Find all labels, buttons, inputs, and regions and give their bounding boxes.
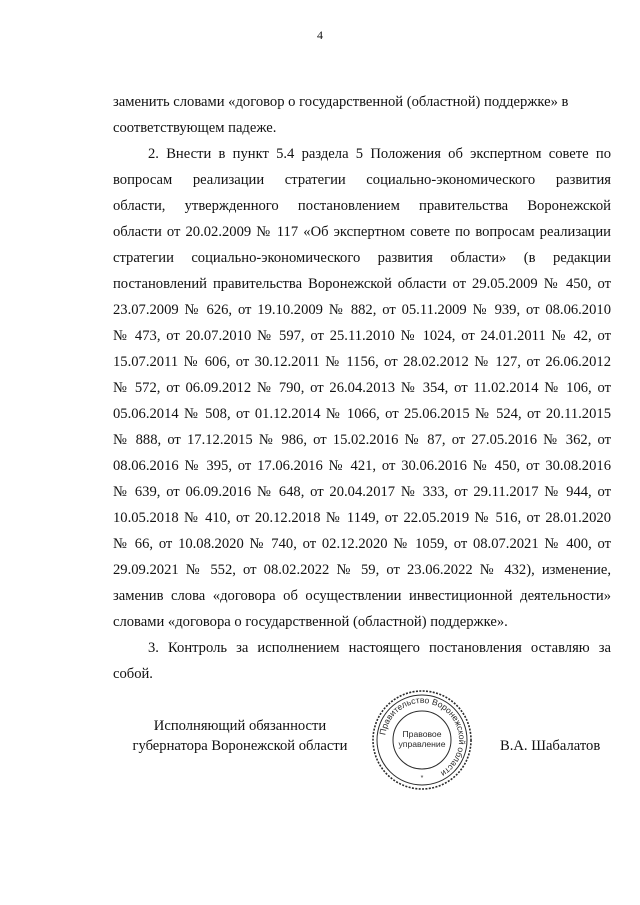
text-line: соответствующем падеже. <box>113 120 277 136</box>
svg-text:*: * <box>420 775 424 782</box>
text-line: 08.06.2016 № 395, от 17.06.2016 № 421, от 30.06.2016 № 450, от 30.08.2016 <box>113 458 611 474</box>
text-line: № 572, от 06.09.2012 № 790, от 26.04.2013 № 354, от 11.02.2014 № 106, от <box>113 380 611 396</box>
text-line: № 888, от 17.12.2015 № 986, от 15.02.2016 № 87, от 27.05.2016 № 362, от <box>113 432 611 448</box>
paragraph-2-line: 2. Внести в пункт 5.4 раздела 5 Положения об экспертном совете по <box>148 146 611 162</box>
text-line: 05.06.2014 № 508, от 01.12.2014 № 1066, от 25.06.2015 № 524, от 20.11.2015 <box>113 406 611 422</box>
svg-text:Правовое: Правовое <box>402 729 442 739</box>
text-line: стратегии социально-экономического развития области» (в редакции <box>113 250 611 266</box>
text-line: 15.07.2011 № 606, от 30.12.2011 № 1156, от 28.02.2012 № 127, от 26.06.2012 <box>113 354 611 370</box>
text-line: № 473, от 20.07.2010 № 597, от 25.11.2010 № 1024, от 24.01.2011 № 42, от <box>113 328 611 344</box>
signatory-title-line-2: губернатора Воронежской области <box>132 738 348 754</box>
text-line: № 66, от 10.08.2020 № 740, от 02.12.2020 № 1059, от 08.07.2021 № 400, от <box>113 536 611 552</box>
text-line: 10.05.2018 № 410, от 20.12.2018 № 1149, от 22.05.2019 № 516, от 28.01.2020 <box>113 510 611 526</box>
signatory-title-line-1: Исполняющий обязанности <box>153 718 327 734</box>
text-line: постановлений правительства Воронежской области от 29.05.2009 № 450, от <box>113 276 611 292</box>
text-line: заменить словами «договор о государственной (областной) поддержке» в <box>113 94 569 110</box>
svg-text:Правительство Воронежской обла: Правительство Воронежской области <box>377 694 468 779</box>
text-line: собой. <box>113 666 153 682</box>
text-line: № 639, от 06.09.2016 № 648, от 20.04.2017 № 333, от 29.11.2017 № 944, от <box>113 484 611 500</box>
signature-block <box>0 694 640 836</box>
text-line: заменив слова «договора об осуществлении инвестиционной деятельности» <box>113 588 611 604</box>
svg-text:управление: управление <box>398 739 446 749</box>
text-line: вопросам реализации стратегии социально-экономического развития <box>113 172 611 188</box>
page-number: 4 <box>317 28 323 42</box>
text-line: словами «договора о государственной (областной) поддержке». <box>113 614 508 630</box>
text-line: 29.09.2021 № 552, от 08.02.2022 № 59, от 23.06.2022 № 432), изменение, <box>113 562 611 578</box>
text-line: 23.07.2009 № 626, от 19.10.2009 № 882, от 05.11.2009 № 939, от 08.06.2010 <box>113 302 611 318</box>
text-line: области, утвержденного постановлением правительства Воронежской <box>113 198 611 214</box>
official-seal-stamp <box>370 688 474 792</box>
signatory-name: В.А. Шабалатов <box>500 738 601 754</box>
signatory-title <box>120 716 360 756</box>
text-line: области от 20.02.2009 № 117 «Об экспертном совете по вопросам реализации <box>113 224 611 240</box>
paragraph-3-line: 3. Контроль за исполнением настоящего постановления оставляю за <box>148 640 611 656</box>
